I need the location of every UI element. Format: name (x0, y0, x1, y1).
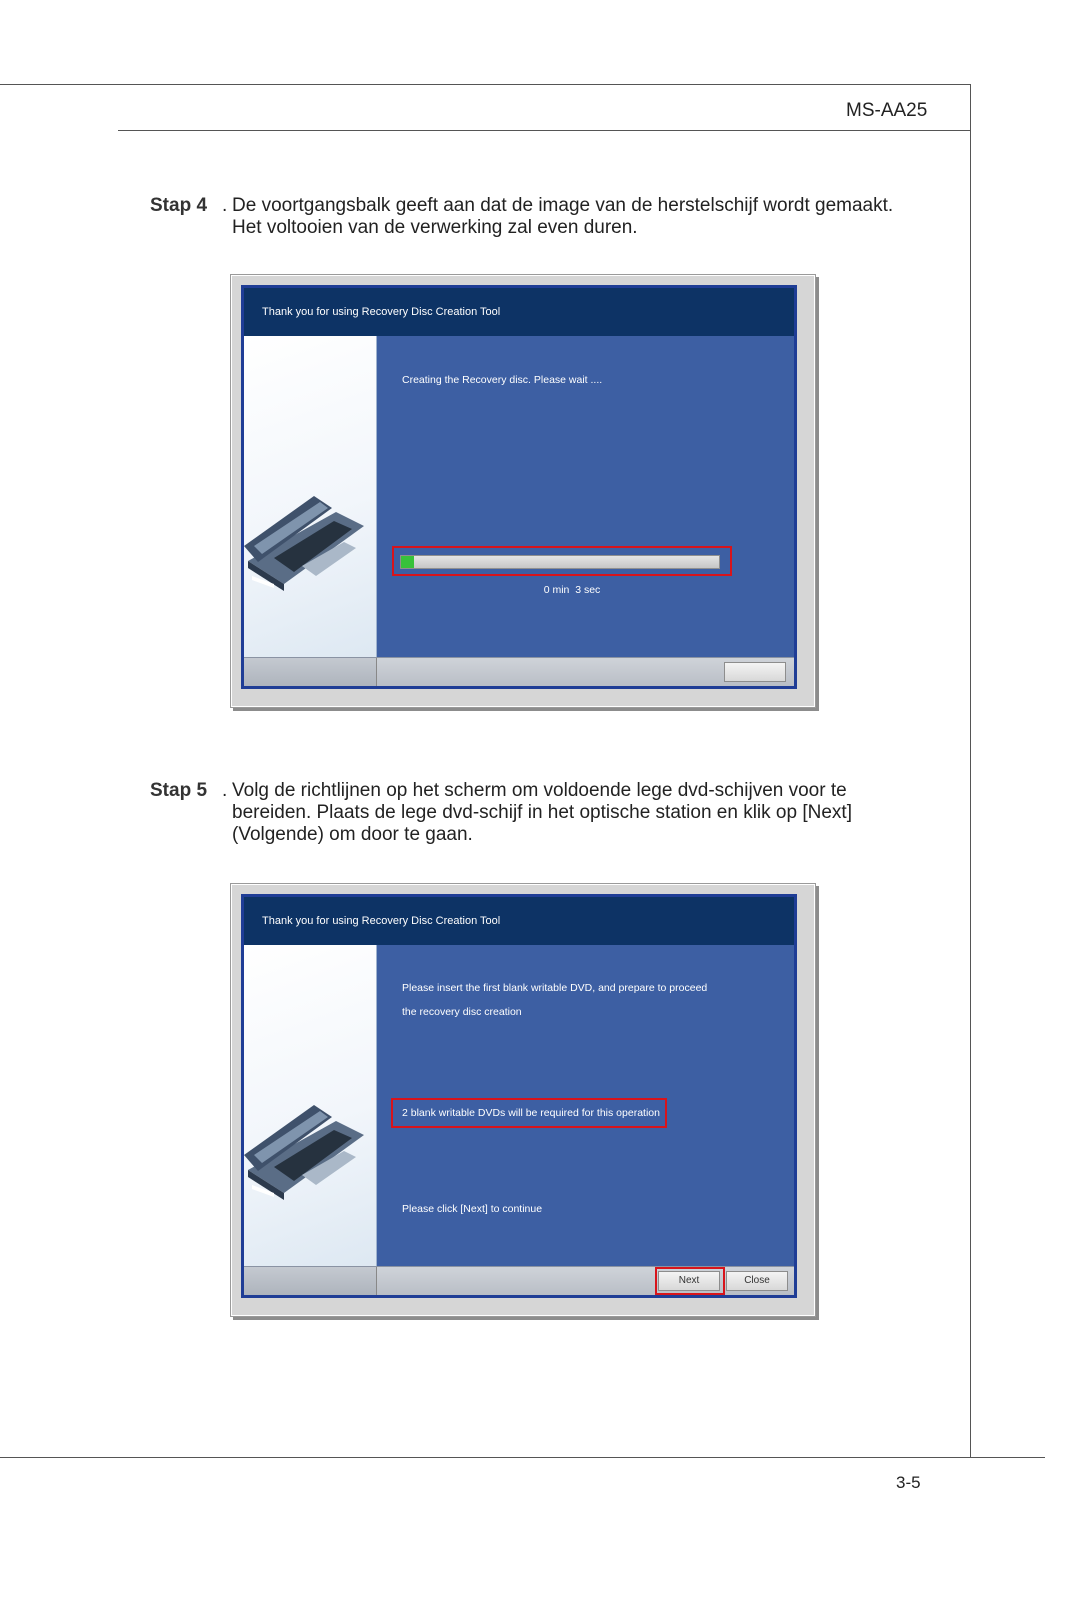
step-5: Stap 5 . Volg de richtlijnen op het scherm om voldoende lege dvd-schijven voor te bereiden. Plaats de lege dvd-schijf in het optische station en klik op [Next] (Volgende) om door te gaan. (150, 780, 910, 852)
close-button[interactable]: Close (726, 1271, 788, 1291)
screenshot-step-5 (230, 883, 816, 1317)
progress-highlight-box (392, 546, 732, 576)
top-rule (0, 84, 971, 85)
step-4: Stap 4 . De voortgangsbalk geeft aan dat de image van de herstelschijf wordt gemaakt. Het voltooien van de verwerking zal even duren. (150, 195, 910, 245)
recovery-window-insert-dvd (241, 894, 797, 1298)
screenshot-step-4 (230, 274, 816, 708)
laptop-image-panel (244, 336, 377, 658)
status-message: Creating the Recovery disc. Please wait .... (402, 374, 603, 386)
laptop-icon (244, 945, 376, 1205)
title-bar (244, 897, 794, 945)
laptop-image-panel (244, 945, 377, 1267)
insert-dvd-message-line-2: the recovery disc creation (402, 1006, 522, 1018)
page-number: 3-5 (896, 1473, 921, 1492)
window-title: Thank you for using Recovery Disc Creation Tool (262, 915, 501, 927)
laptop-icon (244, 336, 376, 596)
title-bar (244, 288, 794, 336)
next-button[interactable]: Next (658, 1271, 720, 1291)
next-highlight-box (655, 1267, 725, 1295)
recovery-window-progress (241, 285, 797, 689)
step-5-text: Volg de richtlijnen op het scherm om voldoende lege dvd-schijven voor te bereiden. Plaats de lege dvd-schijf in het optische station en klik op [Next] (Volgende) om door te gaan. (232, 780, 852, 845)
step-4-text: De voortgangsbalk geeft aan dat de image van de herstelschijf wordt gemaakt. Het voltooien van de verwerking zal even duren. (232, 195, 894, 238)
dvd-requirement-text: 2 blank writable DVDs will be required for this operation (402, 1107, 660, 1119)
disabled-button (724, 662, 786, 682)
dialog-content (377, 336, 794, 658)
step-4-label: Stap 4 (150, 195, 208, 216)
insert-dvd-message-line-1: Please insert the first blank writable DVD, and prepare to proceed (402, 982, 708, 994)
requirement-highlight-box (391, 1098, 667, 1128)
model-number: MS-AA25 (846, 100, 928, 121)
button-bar (244, 1266, 794, 1295)
elapsed-time: 0 min 3 sec (543, 584, 601, 596)
bottom-rule (0, 1457, 1045, 1458)
continue-hint: Please click [Next] to continue (402, 1203, 543, 1215)
header-underline (118, 130, 971, 131)
step-5-label: Stap 5 (150, 780, 208, 801)
right-margin-rule (970, 84, 971, 1458)
dialog-content (377, 945, 794, 1267)
window-title: Thank you for using Recovery Disc Creation Tool (262, 306, 501, 318)
button-bar (244, 657, 794, 686)
